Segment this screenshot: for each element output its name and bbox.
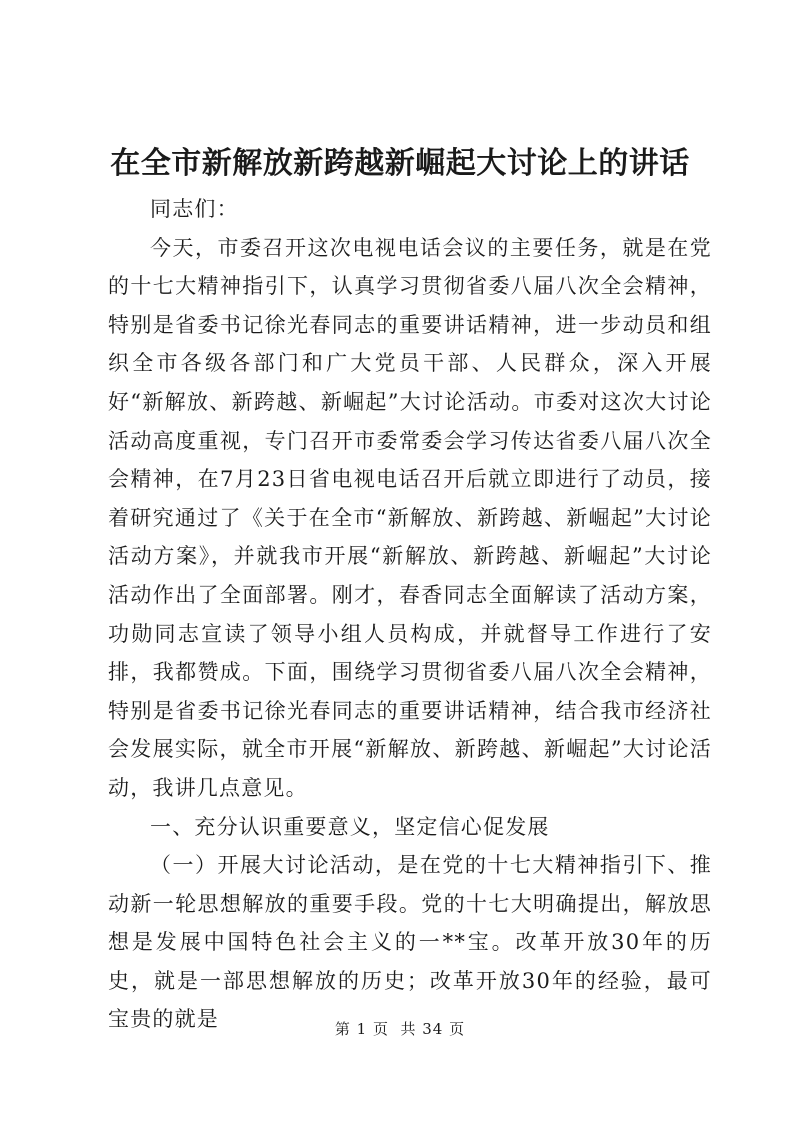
page-number: 第 1 页 共 34 页 [334,1020,466,1038]
paragraph-intro: 今天，市委召开这次电视电话会议的主要任务，就是在党的十七大精神指引下，认真学习贯彻省委八届八次全会精神，特别是省委书记徐光春同志的重要讲话精神，进一步动员和组织全市各级各部门和广大党员干部、人民群众，深入开展好“新解放、新跨越、新崛起”大讨论活动。市委对这次大讨论活动高度重视，专门召开市委常委会学习传达省委八届八次全会精神，在7月23日省电视电话召开后就立即进行了动员，接着研究通过了《关于在全市“新解放、新跨越、新崛起”大讨论活动方案》，并就我市开展“新解放、新跨越、新崛起”大讨论活动作出了全面部署。刚才，春香同志全面解读了活动方案，功勋同志宣读了领导小组人员构成，并就督导工作进行了安排，我都赞成。下面，围绕学习贯彻省委八届八次全会精神，特别是省委书记徐光春同志的重要讲话精神，结合我市经济社会发展实际，就全市开展“新解放、新跨越、新崛起”大讨论活动，我讲几点意见。 [108,235,712,800]
paragraph-point-one: （一）开展大讨论活动，是在党的十七大精神指引下、推动新一轮思想解放的重要手段。党的十七大明确提出，解放思想是发展中国特色社会主义的一**宝。改革开放30年的历史，就是一部思想解放的历史；改革开放30年的经验，最可宝贵的就是 [108,853,712,1032]
greeting: 同志们： [150,197,239,221]
document-title: 在全市新解放新跨越新崛起大讨论上的讲话 [110,146,690,181]
section-heading: 一、充分认识重要意义，坚定信心促发展 [150,814,550,839]
page-footer [0,1018,800,1039]
document-body [108,190,712,1039]
